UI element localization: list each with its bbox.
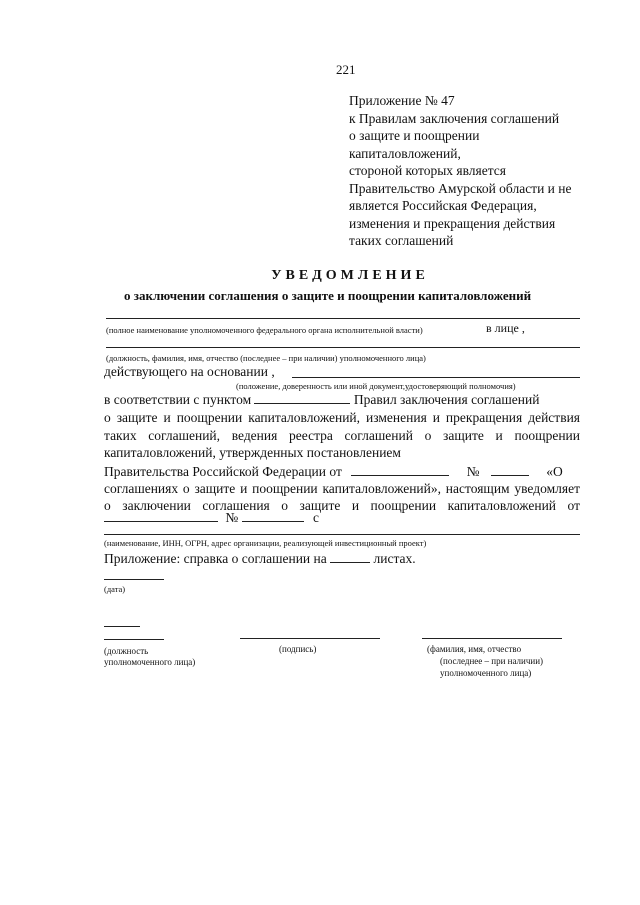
position-caption: (должность bbox=[104, 646, 149, 656]
name-caption-2: (последнее – при наличии) bbox=[440, 656, 544, 666]
appendix-line: Правительство Амурской области и не bbox=[349, 180, 572, 196]
sheet-count-field[interactable] bbox=[330, 551, 370, 563]
document-subtitle: о заключении соглашения о защите и поощрении капиталовложений bbox=[124, 288, 532, 303]
resolution-date-field[interactable] bbox=[351, 464, 449, 476]
signature-line[interactable] bbox=[240, 638, 380, 639]
position-hint: (должность, фамилия, имя, отчество (последнее – при наличии) уполномоченного лица) bbox=[106, 353, 426, 363]
position-caption-2: уполномоченного лица) bbox=[104, 657, 196, 667]
acting-on-basis-text: действующего на основании , bbox=[104, 364, 275, 379]
body-line-3: таких соглашений, ведения реестра соглашений о защите и поощрении bbox=[104, 428, 580, 443]
body-line-1: в соответствии с пунктом Правил заключения соглашений bbox=[104, 392, 540, 407]
page-number: 221 bbox=[336, 62, 356, 77]
in-person-text: в лице , bbox=[486, 321, 525, 335]
appendix-line: таких соглашений bbox=[349, 233, 454, 248]
agreement-number-field[interactable] bbox=[242, 510, 304, 522]
organization-hint: (наименование, ИНН, ОГРН, адрес организации, реализующей инвестиционный проект) bbox=[104, 538, 427, 548]
authority-hint: (полное наименование уполномоченного федерального органа исполнительной власти) bbox=[106, 325, 423, 335]
body-line-8: № с bbox=[104, 510, 319, 526]
position-signature-line-short[interactable] bbox=[104, 626, 140, 627]
appendix-line: изменения и прекращения действия bbox=[349, 215, 556, 231]
date-hint: (дата) bbox=[104, 584, 126, 594]
appendix-line: является Российская Федерация, bbox=[349, 198, 537, 213]
body-line-2: о защите и поощрении капиталовложений, изменения и прекращения действия bbox=[104, 410, 580, 425]
full-name-line[interactable] bbox=[422, 638, 562, 639]
body-line-5: Правительства Российской Федерации от № «О bbox=[104, 464, 563, 479]
appendix-line: капиталовложений, bbox=[349, 145, 461, 161]
attachment-line: Приложение: справка о соглашении на листах. bbox=[104, 551, 416, 566]
basis-hint: (положение, доверенность или иной документ,удостоверяющий полномочия) bbox=[236, 381, 516, 391]
agreement-date-field[interactable] bbox=[104, 510, 218, 522]
appendix-line: стороной которых является bbox=[349, 163, 507, 178]
organization-line[interactable] bbox=[104, 534, 580, 535]
signature-caption: (подпись) bbox=[279, 644, 317, 654]
appendix-block bbox=[349, 92, 609, 250]
basis-document-line[interactable] bbox=[292, 377, 580, 378]
position-name-line[interactable] bbox=[106, 347, 580, 348]
authority-name-line[interactable] bbox=[106, 318, 580, 319]
name-caption-3: уполномоченного лица) bbox=[440, 668, 532, 678]
date-line[interactable] bbox=[104, 579, 164, 580]
position-signature-line[interactable] bbox=[104, 639, 164, 640]
resolution-number-field[interactable] bbox=[491, 464, 529, 476]
body-line-6: соглашениях о защите и поощрении капиталовложений», настоящим уведомляет bbox=[104, 481, 580, 496]
appendix-line: о защите и поощрении bbox=[349, 128, 480, 143]
appendix-line: Приложение № 47 bbox=[349, 93, 455, 108]
appendix-line: к Правилам заключения соглашений bbox=[349, 110, 560, 126]
name-caption: (фамилия, имя, отчество bbox=[427, 644, 522, 654]
document-title: УВЕДОМЛЕНИЕ bbox=[271, 268, 429, 283]
clause-number-field[interactable] bbox=[254, 392, 350, 404]
body-line-7: о заключении соглашения о защите и поощрении капиталовложений от bbox=[104, 498, 580, 513]
body-line-4: капиталовложений, утвержденных постановлением bbox=[104, 445, 401, 460]
